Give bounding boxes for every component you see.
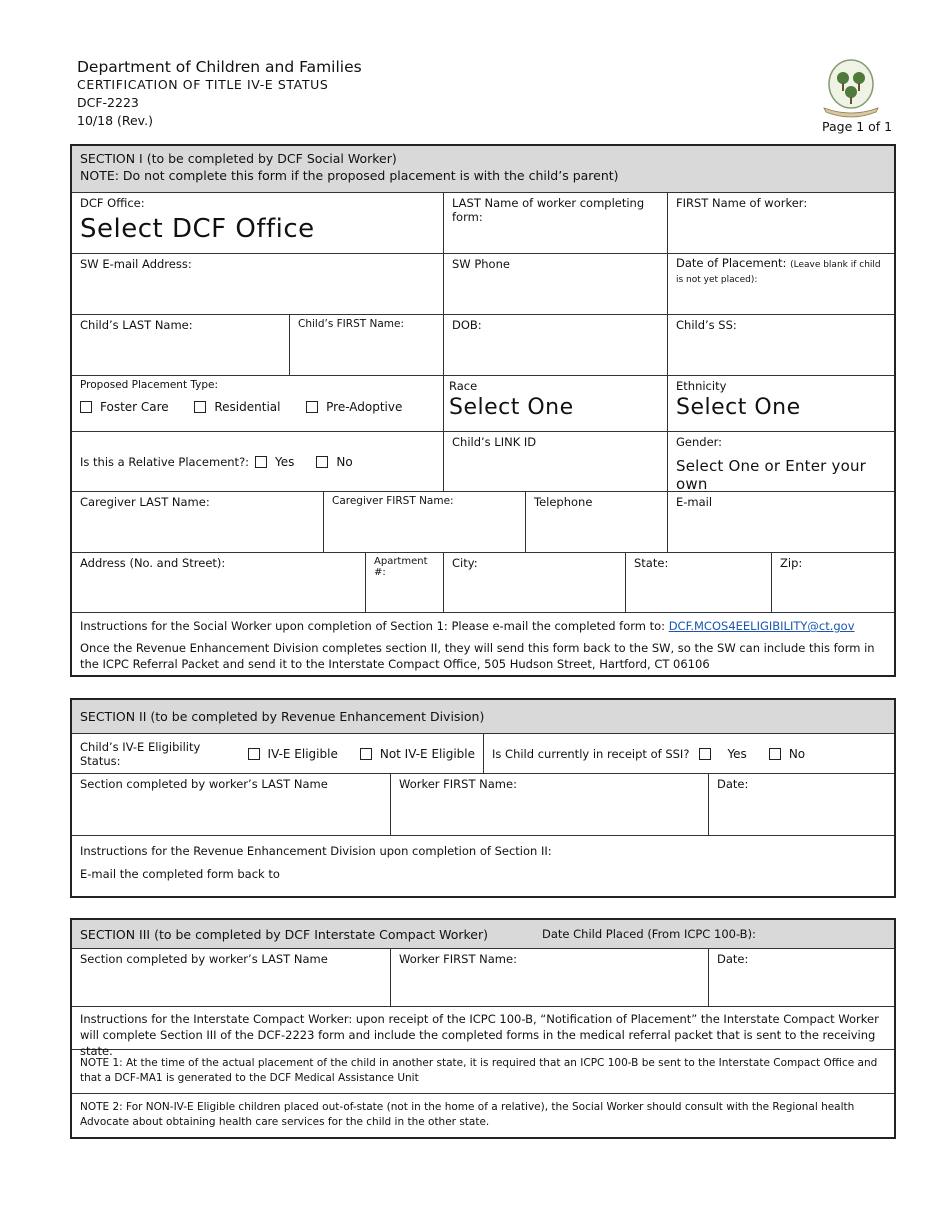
race-select[interactable]: Select One [449, 395, 574, 420]
ic-date-label: Date: [717, 952, 749, 966]
section-1 [70, 144, 896, 677]
worker-last-name-label: LAST Name of worker completing form: [452, 196, 645, 224]
ssi-no-checkbox[interactable] [769, 748, 781, 760]
relative-no-option[interactable] [316, 455, 352, 469]
re-worker-first-name-label: Worker FIRST Name: [399, 777, 517, 791]
pre-adoptive-checkbox[interactable] [306, 401, 318, 413]
ive-eligible-checkbox[interactable] [248, 748, 260, 760]
ssi-yes-checkbox[interactable] [699, 748, 711, 760]
relative-yes-checkbox[interactable] [255, 456, 267, 468]
ive-eligible-option[interactable] [248, 747, 338, 761]
foster-care-label: Foster Care [100, 400, 169, 414]
worker-last-name-field[interactable] [443, 193, 667, 253]
re-date-label: Date: [717, 777, 749, 791]
residential-checkbox[interactable] [194, 401, 206, 413]
ic-worker-last-name-field[interactable] [72, 949, 390, 1006]
form-header [77, 58, 362, 130]
dcf-office-label: DCF Office: [80, 196, 145, 210]
dcf-office-field[interactable] [72, 193, 443, 253]
caregiver-email-label: E-mail [676, 495, 713, 509]
section-2-title: SECTION II (to be completed by Revenue Enhancement Division) [80, 709, 485, 724]
ic-worker-last-name-label: Section completed by worker’s LAST Name [80, 952, 328, 966]
eligibility-status-label: Child’s IV-E Eligibility Status: [80, 739, 201, 768]
child-first-name-label: Child’s FIRST Name: [298, 318, 404, 330]
re-worker-first-name-field[interactable] [390, 774, 708, 835]
ssi-no-option[interactable] [769, 747, 805, 761]
city-field[interactable] [443, 553, 625, 612]
section-2-email-back-text: E-mail the completed form back to [80, 867, 280, 881]
caregiver-email-field[interactable] [667, 492, 894, 552]
state-label: State: [634, 556, 669, 570]
child-last-name-label: Child’s LAST Name: [80, 318, 193, 332]
section-3 [70, 918, 896, 1139]
race-field[interactable] [443, 376, 667, 431]
note-2 [72, 1094, 894, 1137]
caregiver-last-name-field[interactable] [72, 492, 323, 552]
section-1-title: SECTION I (to be completed by DCF Social Worker) [80, 151, 397, 166]
section-1-instructions-text: Instructions for the Social Worker upon completion of Section 1: Please e-mail the completed form to: [80, 619, 666, 633]
note-1 [72, 1050, 894, 1093]
child-ss-field[interactable] [667, 315, 894, 375]
dob-label: DOB: [452, 318, 482, 332]
ssi-status-label: Is Child currently in receipt of SSI? [492, 746, 690, 761]
re-worker-last-name-label: Section completed by worker’s LAST Name [80, 777, 328, 791]
ssi-yes-label: Yes [727, 746, 747, 761]
form-number: DCF-2223 [77, 95, 139, 110]
eligibility-email-link[interactable]: DCF.MCOS4EELIGIBILITY@ct.gov [668, 619, 855, 633]
relative-yes-label: Yes [275, 454, 295, 469]
eligibility-status-field [72, 734, 483, 773]
section-1-followup-text: Once the Revenue Enhancement Division completes section II, they will send this form back to the SW, so the SW can include this form in the ICPC Referral Packet and send it to the Interstate Compact Office, 505 Hudson Street, Hartford, CT 06106 [80, 641, 875, 671]
child-last-name-field[interactable] [72, 315, 289, 375]
section-1-instructions [72, 613, 894, 675]
worker-first-name-label: FIRST Name of worker: [676, 196, 808, 210]
state-field[interactable] [625, 553, 771, 612]
section-3-instructions-text: Instructions for the Interstate Compact Worker: upon receipt of the ICPC 100-B, “Notification of Placement” the Interstate Compact Worker will complete Section III of the DCF-2223 form and include the completed forms in the medical referral packet that is sent to the receiving state. [80, 1012, 879, 1058]
city-label: City: [452, 556, 478, 570]
section-1-header [72, 146, 894, 192]
date-child-placed-label: Date Child Placed (From ICPC 100-B): [541, 926, 756, 941]
not-ive-eligible-option[interactable] [360, 747, 475, 761]
apartment-label: Apartment #: [374, 556, 428, 578]
not-ive-eligible-checkbox[interactable] [360, 748, 372, 760]
ssi-yes-option[interactable] [699, 747, 746, 761]
form-revision: 10/18 (Rev.) [77, 113, 153, 128]
ethnicity-select[interactable]: Select One [676, 395, 801, 420]
gender-select[interactable]: Select One or Enter your own [676, 457, 867, 493]
section-2-instructions [72, 836, 894, 896]
state-seal-icon [816, 56, 886, 118]
address-label: Address (No. and Street): [80, 556, 226, 570]
dcf-office-select[interactable]: Select DCF Office [80, 214, 315, 244]
ethnicity-field[interactable] [667, 376, 894, 431]
sw-phone-label: SW Phone [452, 257, 510, 271]
sw-phone-field[interactable] [443, 254, 667, 314]
placement-type-field [72, 376, 443, 431]
placement-date-hint: (Leave blank if child is not yet placed): [676, 260, 881, 285]
section-3-header [72, 920, 894, 948]
placement-type-label: Proposed Placement Type: [80, 379, 219, 391]
gender-label: Gender: [676, 435, 723, 449]
page-number: Page 1 of 1 [822, 119, 893, 134]
ethnicity-label: Ethnicity [676, 379, 727, 393]
address-field[interactable] [72, 553, 365, 612]
zip-label: Zip: [780, 556, 803, 570]
relative-no-checkbox[interactable] [316, 456, 328, 468]
section-3-instructions [72, 1007, 894, 1058]
zip-field[interactable] [771, 553, 894, 612]
section-2-instructions-text: Instructions for the Revenue Enhancement Division upon completion of Section II: [80, 844, 552, 858]
note-1-text: NOTE 1: At the time of the actual placement of the child in another state, it is required that an ICPC 100-B be sent to the Interstate Compact Office and that a DCF-MA1 is generated to the DCF Medical Assistance Unit [80, 1057, 878, 1084]
form-title: CERTIFICATION OF TITLE IV-E STATUS [77, 77, 329, 92]
section-2 [70, 698, 896, 898]
section-2-header [72, 700, 894, 733]
worker-first-name-field[interactable] [667, 193, 894, 253]
section-3-title: SECTION III (to be completed by DCF Interstate Compact Worker) [80, 926, 488, 942]
ssi-status-field [483, 734, 894, 773]
race-label: Race [449, 379, 478, 393]
foster-care-checkbox[interactable] [80, 401, 92, 413]
gender-field[interactable] [667, 432, 894, 491]
caregiver-telephone-field[interactable] [525, 492, 667, 552]
link-id-label: Child’s LINK ID [452, 435, 537, 449]
relative-placement-label: Is this a Relative Placement?: [80, 454, 250, 469]
dob-field[interactable] [443, 315, 667, 375]
link-id-field[interactable] [443, 432, 667, 491]
caregiver-telephone-label: Telephone [534, 495, 593, 509]
ive-eligible-label: IV-E Eligible [267, 746, 338, 761]
ic-worker-first-name-label: Worker FIRST Name: [399, 952, 517, 966]
pre-adoptive-option[interactable] [306, 400, 402, 414]
residential-label: Residential [214, 400, 281, 414]
caregiver-first-name-field[interactable] [323, 492, 525, 552]
section-1-note: NOTE: Do not complete this form if the proposed placement is with the child’s parent) [80, 168, 619, 183]
foster-care-option[interactable] [80, 400, 169, 414]
sw-email-field[interactable] [72, 254, 443, 314]
ssi-no-label: No [788, 746, 806, 761]
caregiver-last-name-label: Caregiver LAST Name: [80, 495, 210, 509]
caregiver-first-name-label: Caregiver FIRST Name: [332, 495, 454, 507]
ic-worker-first-name-field[interactable] [390, 949, 708, 1006]
note-2-text: NOTE 2: For NON-IV-E Eligible children placed out-of-state (not in the home of a relative), the Social Worker should consult with the Regional health Advocate about obtaining health care services for the child in the other state. [80, 1101, 855, 1128]
relative-placement-field [72, 432, 443, 491]
residential-option[interactable] [194, 400, 280, 414]
ic-date-field[interactable] [708, 949, 894, 1006]
child-first-name-field[interactable] [289, 315, 443, 375]
sw-email-label: SW E-mail Address: [80, 257, 192, 271]
placement-date-label: Date of Placement: [676, 256, 787, 270]
re-date-field[interactable] [708, 774, 894, 835]
re-worker-last-name-field[interactable] [72, 774, 390, 835]
placement-date-field[interactable] [667, 254, 894, 314]
relative-no-label: No [336, 454, 353, 469]
pre-adoptive-label: Pre-Adoptive [326, 400, 403, 414]
not-ive-eligible-label: Not IV-E Eligible [379, 746, 475, 761]
child-ss-label: Child’s SS: [676, 318, 737, 332]
apartment-field[interactable] [365, 553, 443, 612]
department-name: Department of Children and Families [77, 58, 362, 76]
relative-yes-option[interactable] [255, 455, 294, 469]
